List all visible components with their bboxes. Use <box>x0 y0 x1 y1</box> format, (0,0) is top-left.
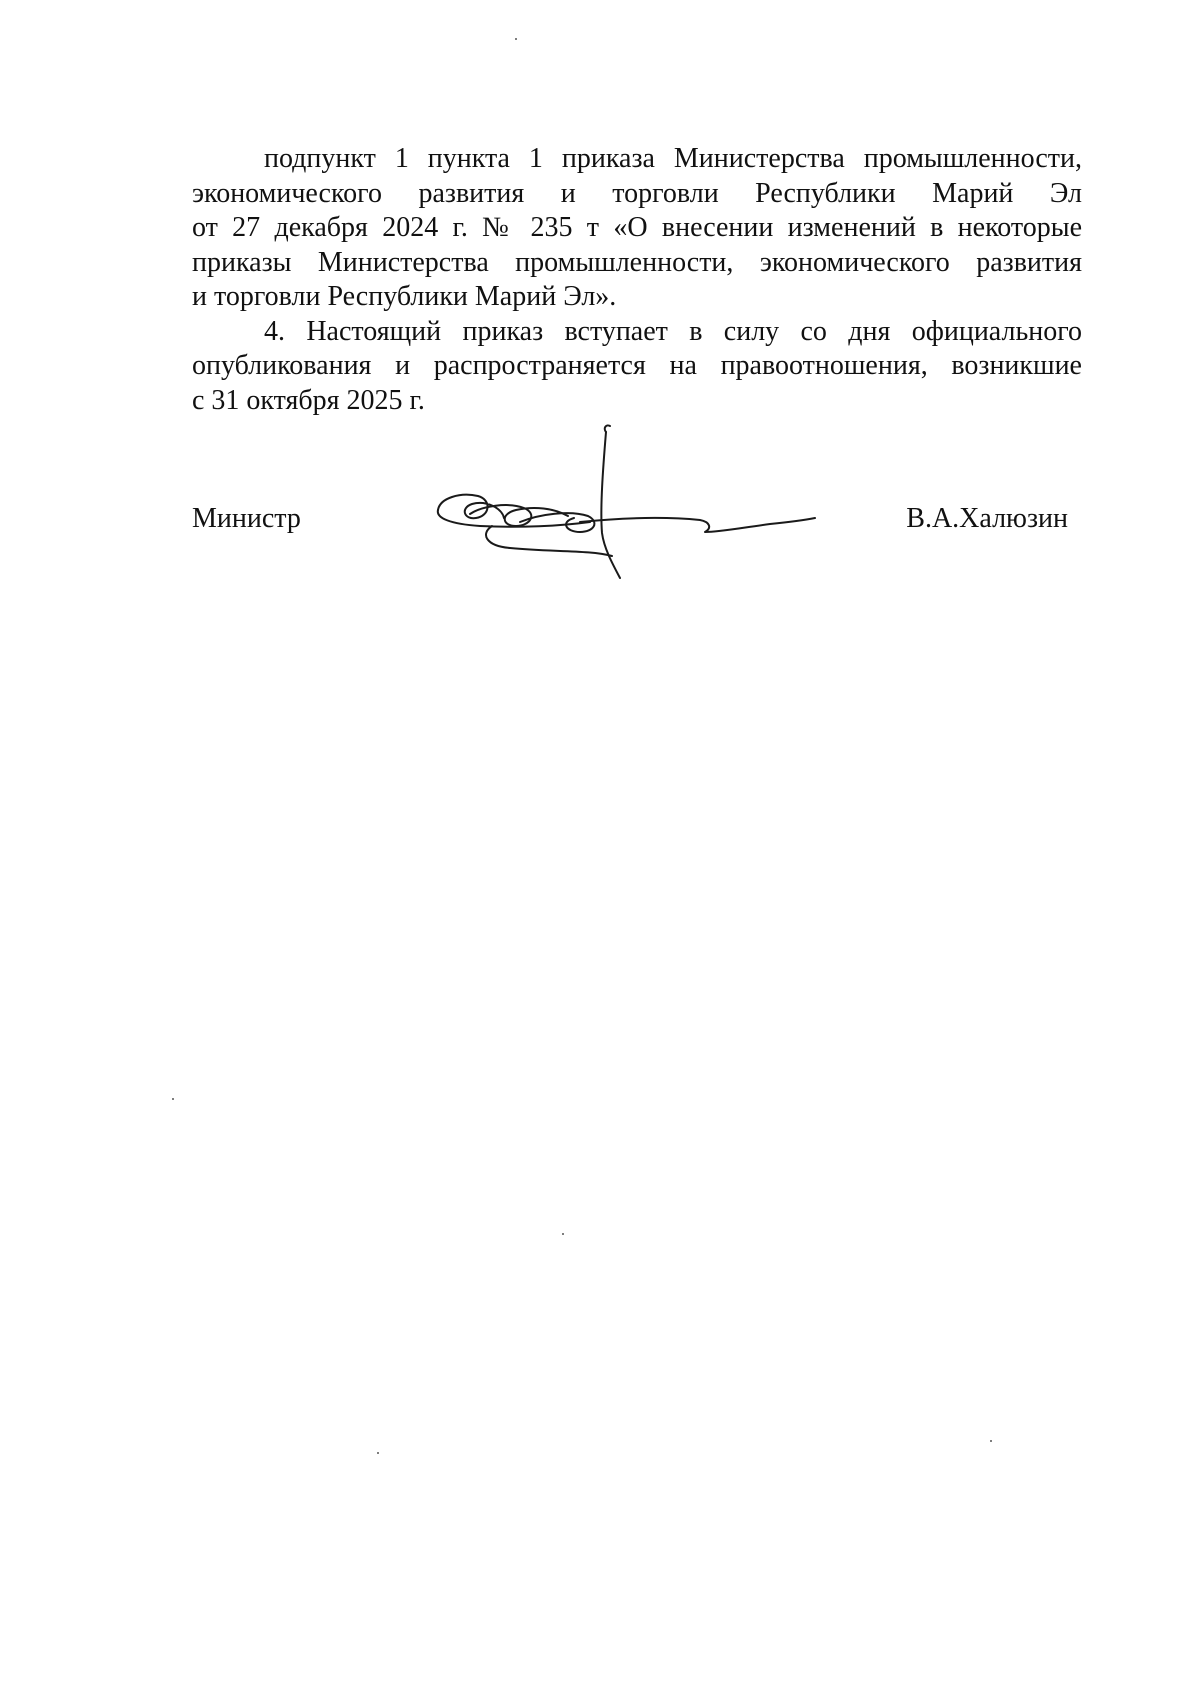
text-line: опубликования и распространяется на правоотношения, возникшие <box>192 350 1082 381</box>
text-line: от 27 декабря 2024 г. № 235 т «О внесении изменений в некоторые <box>192 212 1082 243</box>
signatory-title: Министр <box>192 503 301 534</box>
paragraph-subitem-reference <box>192 142 1082 315</box>
handwritten-signature <box>420 418 840 588</box>
scan-speck <box>377 1452 379 1454</box>
text-line: и торговли Республики Марий Эл». <box>192 281 617 312</box>
document-body <box>192 142 1082 418</box>
paragraph-item-4 <box>192 315 1082 419</box>
text-line: экономического развития и торговли Республики Марий Эл <box>192 177 1082 209</box>
text-line: с 31 октября 2025 г. <box>192 384 425 416</box>
text-line: 4. Настоящий приказ вступает в силу со дня официального <box>264 315 1082 347</box>
text-line: подпункт 1 пункта 1 приказа Министерства промышленности, <box>264 143 1082 174</box>
signatory-name: В.А.Халюзин <box>906 503 1068 534</box>
scan-speck <box>515 38 517 40</box>
scan-speck <box>990 1440 992 1442</box>
scan-speck <box>172 1098 174 1100</box>
scan-speck <box>562 1233 564 1235</box>
text-line: приказы Министерства промышленности, экономического развития <box>192 246 1082 278</box>
